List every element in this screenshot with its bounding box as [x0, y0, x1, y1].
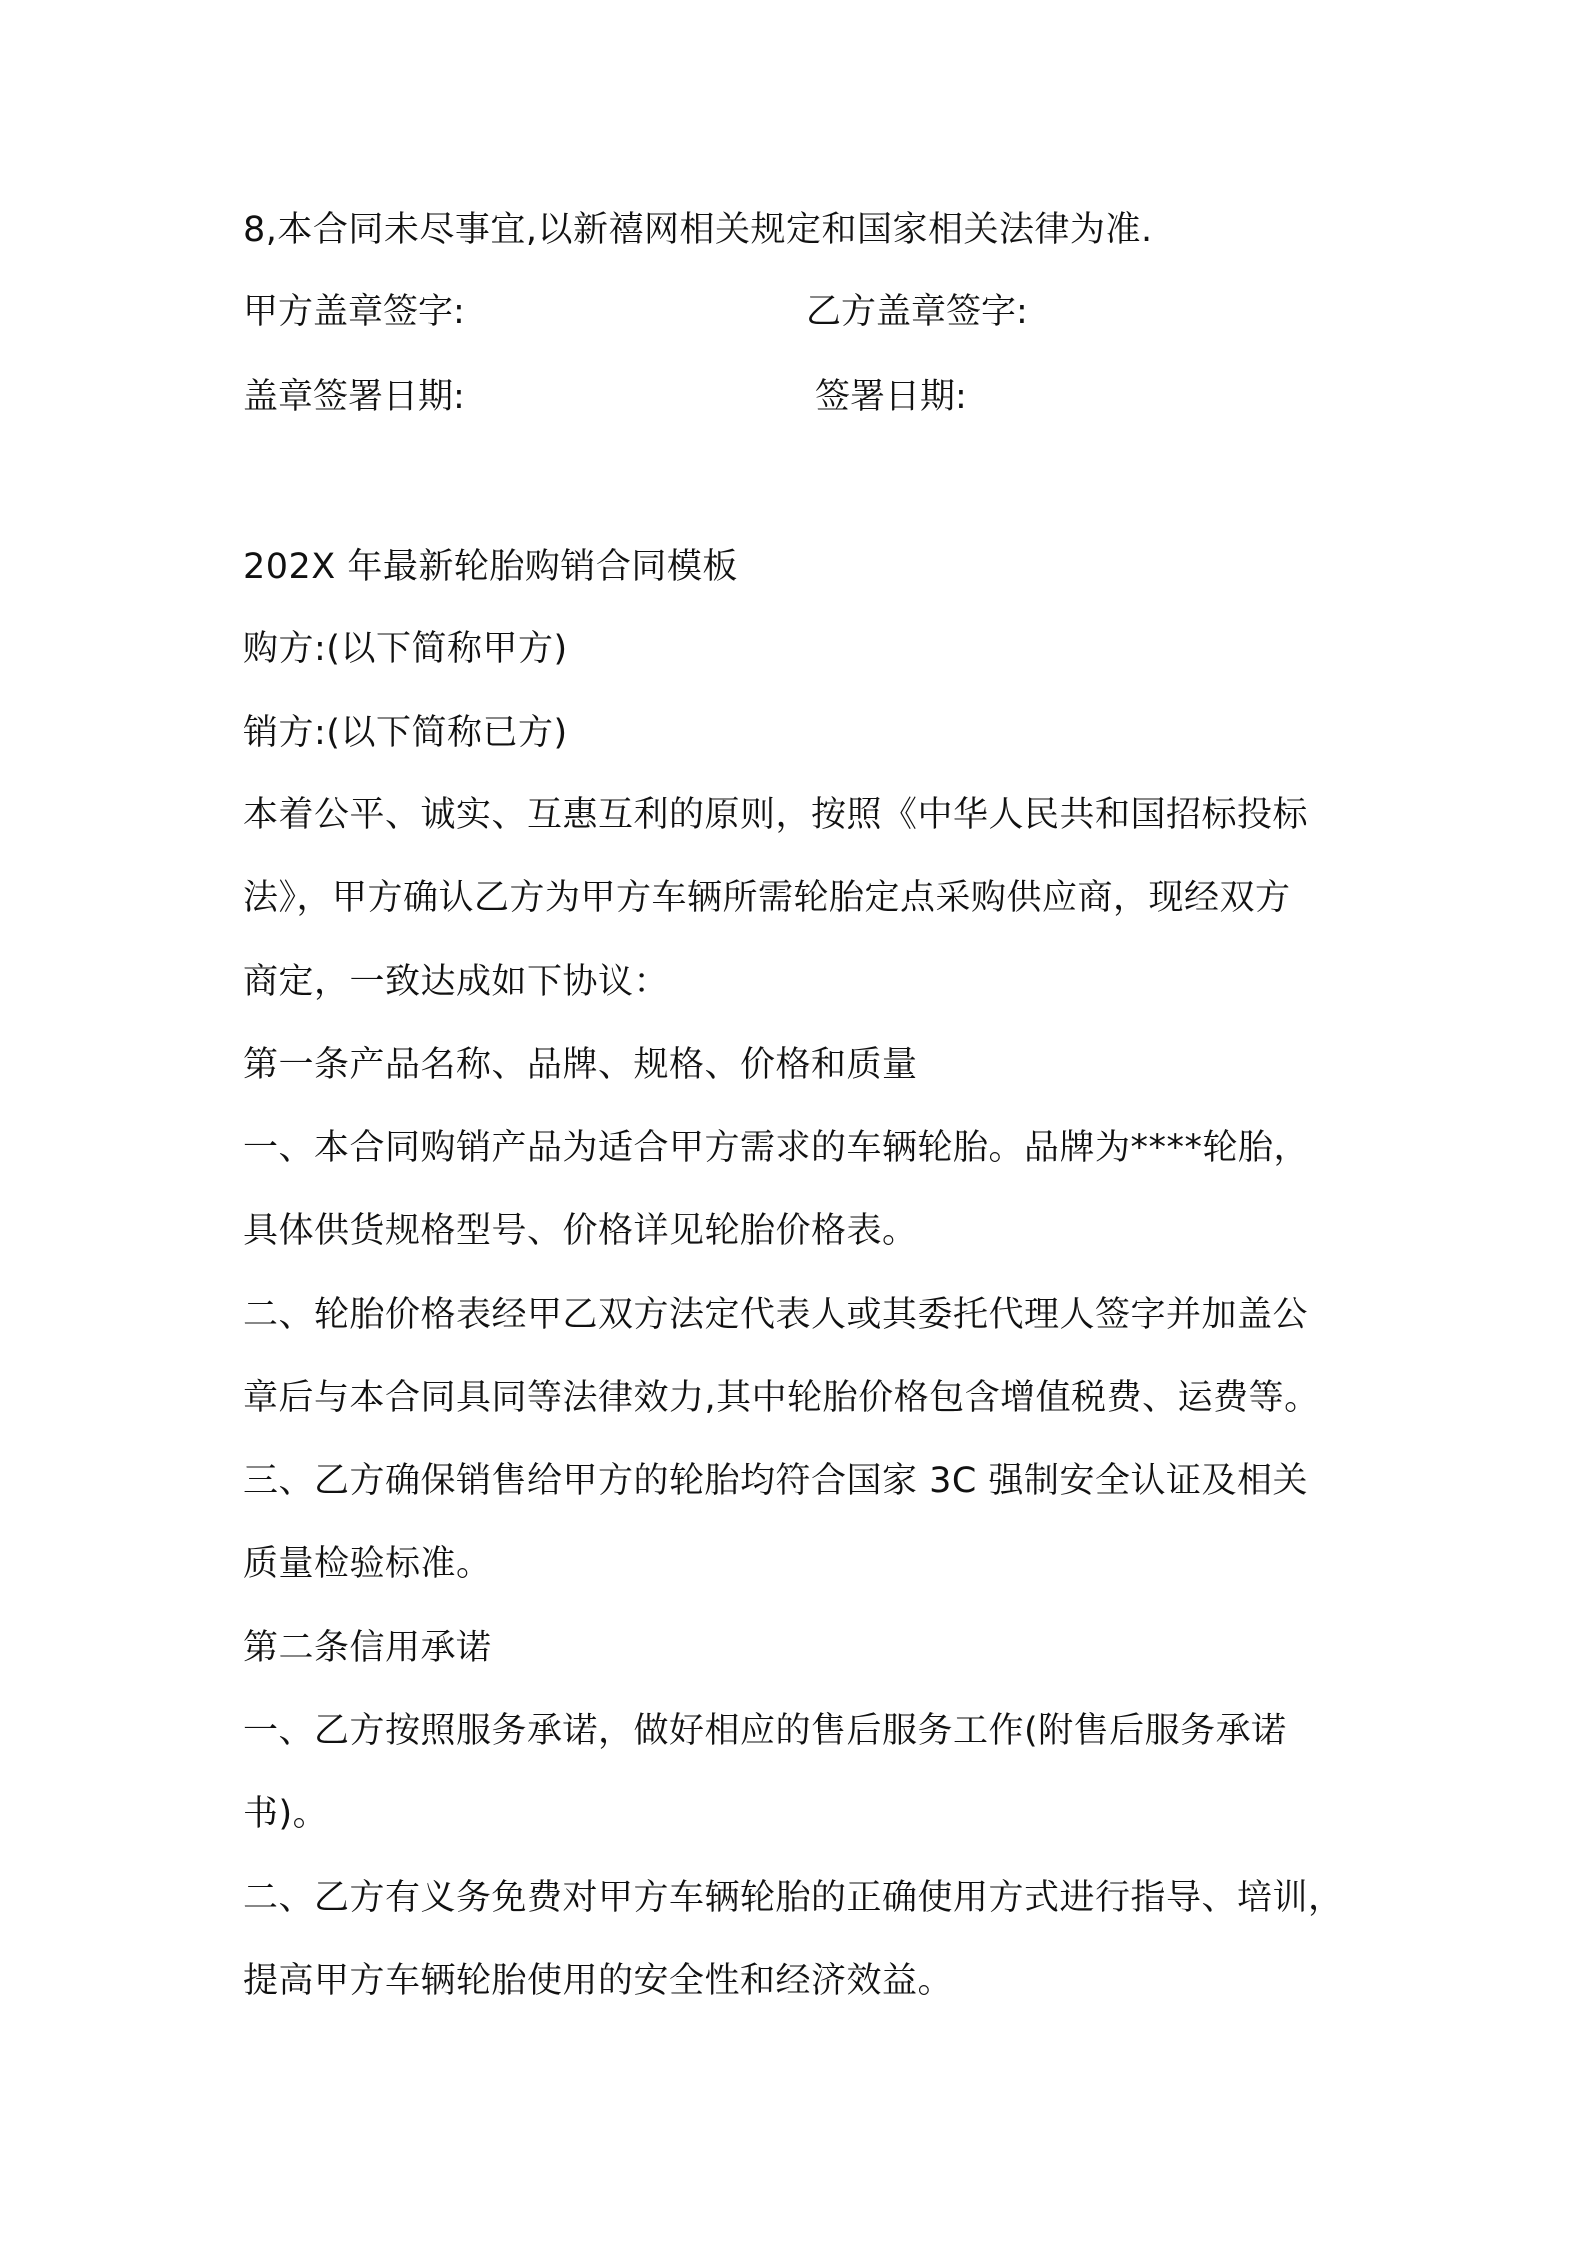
article-2-item-1: 一、乙方按照服务承诺，做好相应的售后服务工作(附售后服务承诺 [243, 1711, 1287, 1751]
party-a-date-label: 盖章签署日期: [243, 377, 465, 417]
article-1-item-2: 章后与本合同具同等法律效力,其中轮胎价格包含增值税费、运费等。 [243, 1378, 1320, 1418]
clause-8: 8,本合同未尽事宜,以新禧网相关规定和国家相关法律为准. [243, 210, 1153, 250]
article-1-heading: 第一条产品名称、品牌、规格、价格和质量 [243, 1045, 918, 1085]
article-2-item-1: 书)。 [243, 1794, 329, 1834]
party-b-signature-label: 乙方盖章签字: [806, 292, 1028, 332]
article-1-item-1: 一、本合同购销产品为适合甲方需求的车辆轮胎。品牌为****轮胎， [243, 1128, 1310, 1168]
article-2-item-2: 提高甲方车辆轮胎使用的安全性和经济效益。 [243, 1961, 954, 2001]
article-1-item-3: 质量检验标准。 [243, 1544, 492, 1584]
article-2-item-2: 二、乙方有义务免费对甲方车辆轮胎的正确使用方式进行指导、培训， [243, 1878, 1344, 1918]
intro-line: 本着公平、诚实、互惠互利的原则，按照《中华人民共和国招标投标 [243, 795, 1309, 835]
article-1-item-2: 二、轮胎价格表经甲乙双方法定代表人或其委托代理人签字并加盖公 [243, 1295, 1309, 1335]
intro-line: 商定，一致达成如下协议： [243, 962, 670, 1002]
intro-line: 法》，甲方确认乙方为甲方车辆所需轮胎定点采购供应商，现经双方 [243, 878, 1291, 918]
party-b-date-label: 签署日期: [815, 377, 967, 417]
seller-line: 销方:(以下简称已方) [243, 713, 568, 753]
article-2-heading: 第二条信用承诺 [243, 1628, 492, 1668]
buyer-line: 购方:(以下简称甲方) [243, 629, 568, 669]
contract-title: 202X 年最新轮胎购销合同模板 [243, 547, 738, 587]
article-1-item-1: 具体供货规格型号、价格详见轮胎价格表。 [243, 1211, 918, 1251]
party-a-signature-label: 甲方盖章签字: [243, 292, 465, 332]
article-1-item-3: 三、乙方确保销售给甲方的轮胎均符合国家 3C 强制安全认证及相关 [243, 1461, 1308, 1501]
